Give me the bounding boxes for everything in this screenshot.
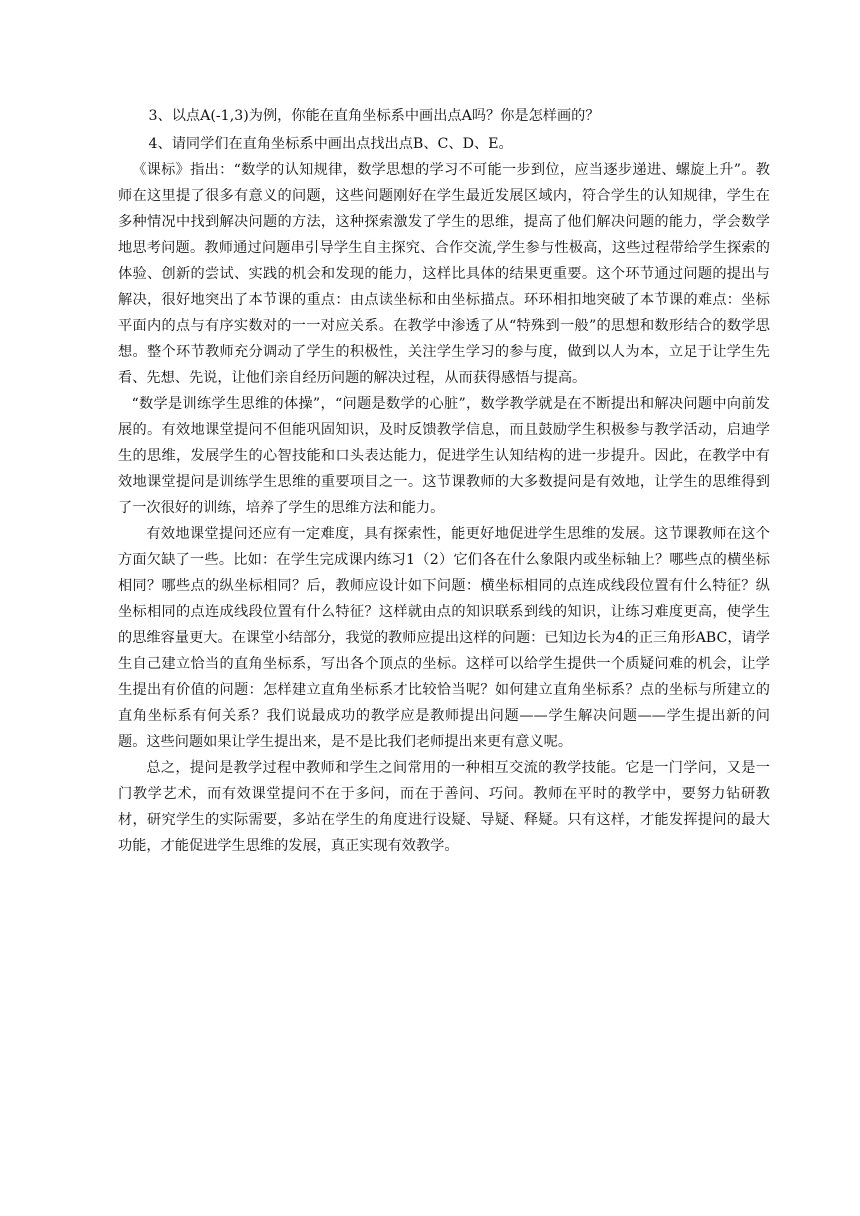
paragraph-question-difficulty: 有效地课堂提问还应有一定难度，具有探索性，能更好地促进学生思维的发展。这节课教师在这个方面欠缺了一些。比如：在学生完成课内练习1（2）它们各在什么象限内或坐标轴上？哪些点的横坐标相同？哪些点的纵坐标相同？后，教师应设计如下问题：横坐标相同的点连成线段位置有什么特征？纵坐标相同的点连成线段位置有什么特征？这样就由点的知识联系到线的知识，让练习难度更高，使学生的思维容量更大。在课堂小结部分，我觉的教师应提出这样的问题：已知边长为4的正三角形ABC，请学生自己建立恰当的直角坐标系，写出各个顶点的坐标。这样可以给学生提供一个质疑问难的机会，让学生提出有价值的问题：怎样建立直角坐标系才比较恰当呢？如何建立直角坐标系？点的坐标与所建立的直角坐标系有何关系？我们说最成功的教学应是教师提出问题——学生解决问题——学生提出新的问题。这些问题如果让学生提出来，是不是比我们老师提出来更有意义呢。 [118,526,770,750]
question-3: 3、以点A(-1,3)为例，你能在直角坐标系中画出点A吗？你是怎样画的？ [148,108,600,124]
paragraph-conclusion: 总之，提问是教学过程中教师和学生之间常用的一种相互交流的教学技能。它是一门学问，又是一门教学艺术，而有效课堂提问不在于多问，而在于善问、巧问。教师在平时的教学中，要努力钻研教材，研究学生的实际需要，多站在学生的角度进行设疑、导疑、释疑。只有这样，才能发挥提问的最大功能，才能促进学生思维的发展，真正实现有效教学。 [118,760,770,854]
paragraph-thinking-gymnastics: “数学是训练学生思维的体操”，“问题是数学的心脏”，数学教学就是在不断提出和解决问题中向前发展的。有效地课堂提问不但能巩固知识，及时反馈教学信息，而且鼓励学生积极参与教学活动，启迪学生的思维，发展学生的心智技能和口头表达能力，促进学生认知结构的进一步提升。因此，在教学中有效地课堂提问是训练学生思维的重要项目之一。这节课教师的大多数提问是有效地，让学生的思维得到了一次很好的训练，培养了学生的思维方法和能力。 [118,396,770,516]
question-4: 4、请同学们在直角坐标系中画出点找出点B、C、D、E。 [148,136,513,152]
document-body [118,103,770,859]
paragraph-curriculum-standard: 《课标》指出：“数学的认知规律，数学思想的学习不可能一步到位，应当逐步递进、螺旋上升”。教师在这里提了很多有意义的问题，这些问题刚好在学生最近发展区域内，符合学生的认知规律，学生在多种情况中找到解决问题的方法，这种探索激发了学生的思维，提高了他们解决问题的能力，学会数学地思考问题。教师通过问题串引导学生自主探究、合作交流,学生参与性极高，这些过程带给学生探索的体验、创新的尝试、实践的机会和发现的能力，这样比具体的结果更重要。这个环节通过问题的提出与解决，很好地突出了本节课的重点：由点读坐标和由坐标描点。环环相扣地突破了本节课的难点：坐标平面内的点与有序实数对的一一对应关系。在教学中渗透了从“特殊到一般”的思想和数形结合的数学思想。整个环节教师充分调动了学生的积极性，关注学生学习的参与度，做到以人为本，立足于让学生先看、先想、先说，让他们亲自经历问题的解决过程，从而获得感悟与提高。 [118,162,770,386]
